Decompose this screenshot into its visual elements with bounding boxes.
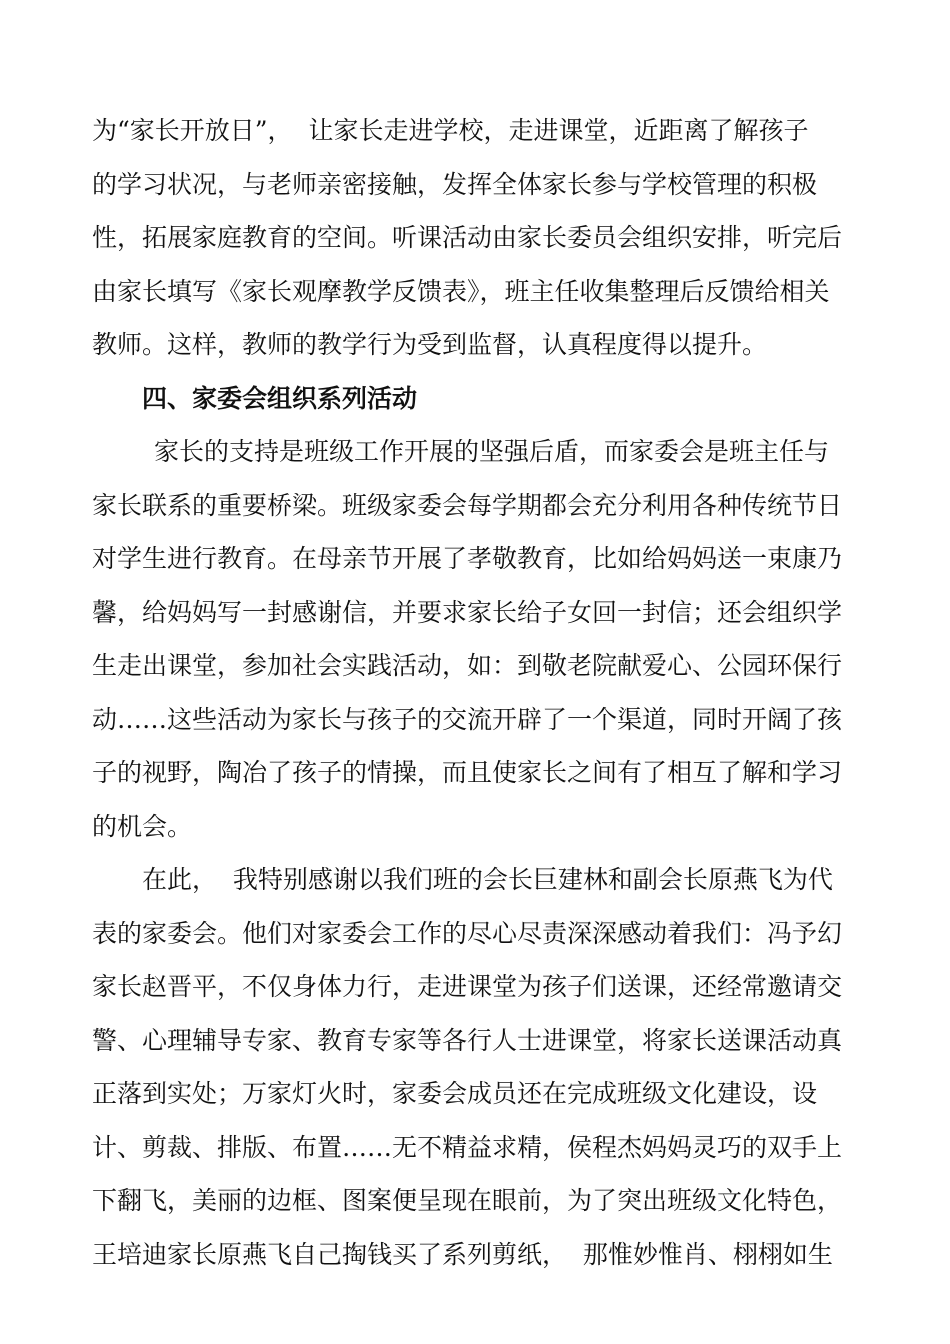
document-body (92, 104, 860, 1281)
text-line: 家长联系的重要桥梁。班级家委会每学期都会充分利用各种传统节日 (92, 490, 843, 520)
text-line: 表的家委会。他们对家委会工作的尽心尽责深深感动着我们：冯予幻 (92, 918, 843, 948)
text-line: 正落到实处；万家灯火时，家委会成员还在完成班级文化建设，设 (92, 1079, 818, 1108)
text-line: 警、心理辅导专家、教育专家等各行人士进课堂，将家长送课活动真 (92, 1025, 843, 1055)
text-line: 家长的支持是班级工作开展的坚强后盾，而家委会是班主任与 (154, 437, 830, 466)
text-line: 王培迪家长原燕飞自己掏钱买了系列剪纸， 那惟妙惟肖、栩栩如生 (92, 1239, 833, 1269)
text-line: 家长赵晋平，不仅身体力行，走进课堂为孩子们送课，还经常邀请交 (92, 972, 843, 1001)
section-heading: 四、家委会组织系列活动 (142, 383, 418, 413)
text-line: 的学习状况，与老师亲密接触，发挥全体家长参与学校管理的积极 (92, 169, 818, 199)
text-line: 在此， 我特别感谢以我们班的会长巨建林和副会长原燕飞为代 (142, 865, 833, 894)
text-line: 生走出课堂，参加社会实践活动，如：到敬老院献爱心、公园环保行 (92, 651, 843, 680)
text-line: 动……这些活动为家长与孩子的交流开辟了一个渠道，同时开阔了孩 (92, 704, 843, 734)
text-line: 下翻飞，美丽的边框、图案便呈现在眼前，为了突出班级文化特色， (92, 1186, 843, 1215)
text-line: 对学生进行教育。在母亲节开展了孝敬教育，比如给妈妈送一束康乃 (92, 544, 843, 573)
text-line: 馨，给妈妈写一封感谢信，并要求家长给子女回一封信；还会组织学 (92, 597, 843, 627)
text-line: 的机会。 (92, 811, 193, 841)
text-line: 计、剪裁、排版、布置……无不精益求精，侯程杰妈妈灵巧的双手上 (92, 1132, 843, 1162)
text-line: 为“家长开放日”， 让家长走进学校，走进课堂，近距离了解孩子 (92, 116, 809, 145)
text-line: 性，拓展家庭教育的空间。听课活动由家长委员会组织安排，听完后 (92, 223, 843, 252)
text-line: 由家长填写《家长观摩教学反馈表》，班主任收集整理后反馈给相关 (92, 276, 830, 306)
text-line: 子的视野，陶冶了孩子的情操，而且使家长之间有了相互了解和学习 (92, 758, 843, 787)
text-line: 教师。这样，教师的教学行为受到监督，认真程度得以提升。 (92, 330, 768, 359)
